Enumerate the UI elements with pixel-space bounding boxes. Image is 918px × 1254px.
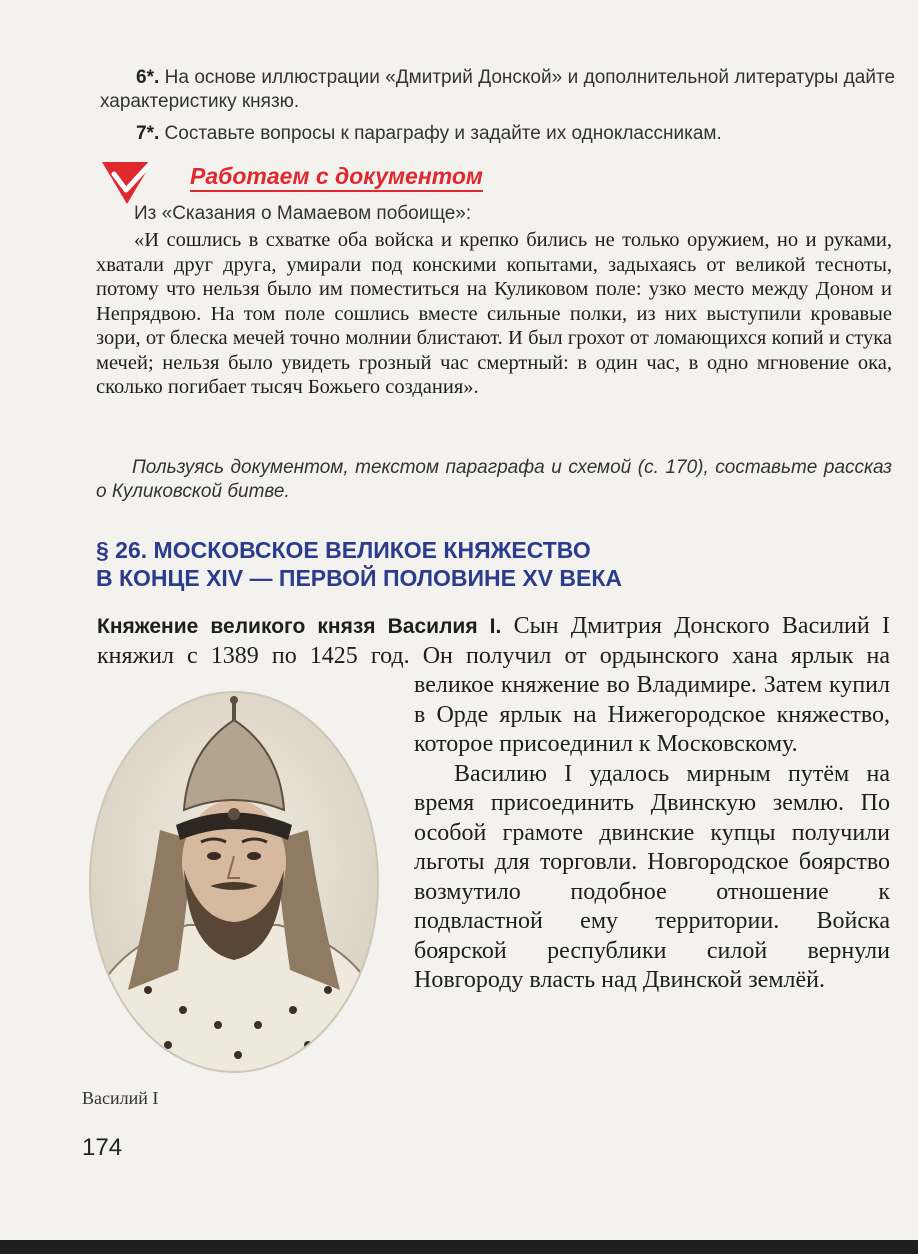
document-task: Пользуясь документом, текстом параграфа и схемой (с. 170), составьте рассказ о Куликовской битве.	[96, 457, 892, 502]
document-section-title: Работаем с документом	[190, 162, 483, 192]
question-text: На основе иллюстрации «Дмитрий Донской» и дополнительной литературы дайте характеристику князю.	[100, 67, 896, 112]
section-heading	[96, 536, 896, 592]
paragraph-1-text: Сын Дмитрия Донского Василий I княжил с 1389 по 1425 год. Он получил от ордынского хана ярлык на великое княжение во Владимире. Затем купил в Орде ярлык на Нижегородское княжество, которое присоединил к Московскому.	[97, 613, 890, 757]
document-quote: «И сошлись в схватке оба войска и крепко бились не только оружием, но и руками, хватали друг друга, умирали под конскими копытами, задыхаясь от великой тесноты, потому что нельзя было им поместиться на Куликовом поле: узко место между Доном и Непрядвою. На том поле сошлись вместе сильные полки, из них выступили кровавые зори, от блеска мечей точно молнии блистают. И был грохот от ломающихся копий и стука мечей; нельзя было увидеть грозный час смертный: в один час, в одно мгновение ока, сколько погибает тысяч Божьего создания».	[96, 229, 892, 398]
page-bottom-edge	[0, 1240, 918, 1254]
checkmark-triangle-icon	[100, 160, 154, 206]
question-7	[100, 122, 895, 146]
portrait-caption: Василий I	[82, 1088, 159, 1108]
page-number: 174	[82, 1134, 123, 1161]
question-text: Составьте вопросы к параграфу и задайте их одноклассникам.	[164, 123, 722, 144]
document-source: Из «Сказания о Мамаевом побоище»:	[134, 203, 472, 224]
question-6	[100, 66, 895, 114]
question-number: 6*.	[136, 67, 160, 88]
paragraph-2: Василию I удалось мирным путём на время присоединить Двинскую землю. По особой грамоте двинские купцы получили льготы для торговли. Новгородское боярство возмутило подобное отношение к подвластной ему территории. Войска боярской республики силой вернули Новгороду власть над Двинской землёй.	[414, 760, 890, 993]
vasily-i-portrait	[88, 690, 380, 1075]
section-heading-line-1: § 26. МОСКОВСКОЕ ВЕЛИКОЕ КНЯЖЕСТВО	[96, 537, 591, 563]
subheading: Княжение великого князя Василия I.	[97, 615, 502, 638]
question-number: 7*.	[136, 123, 160, 144]
section-heading-line-2: В КОНЦЕ XIV — ПЕРВОЙ ПОЛОВИНЕ XV ВЕКА	[96, 565, 623, 591]
